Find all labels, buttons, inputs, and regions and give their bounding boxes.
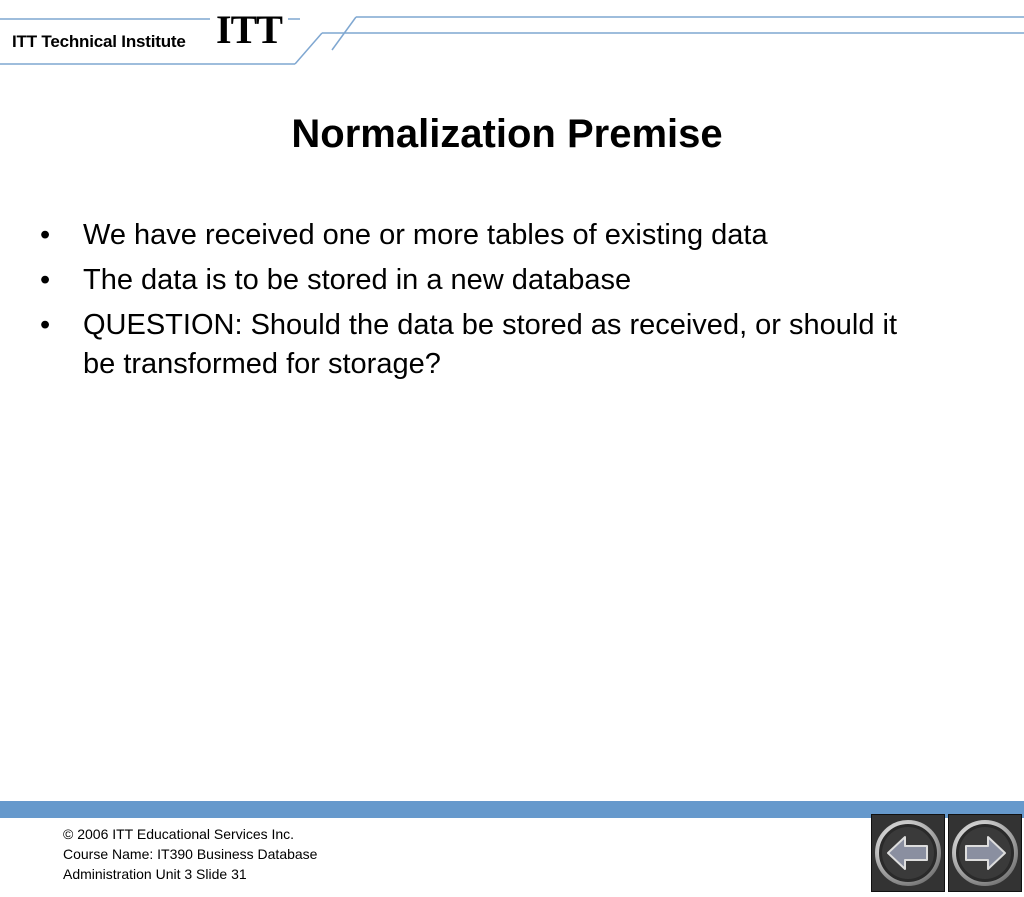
bullet-dot: • bbox=[40, 219, 51, 251]
right-arrow-icon bbox=[949, 815, 1021, 891]
copyright-line: © 2006 ITT Educational Services Inc. bbox=[63, 826, 295, 842]
slide-title: Normalization Premise bbox=[291, 112, 723, 156]
bullet-dot: • bbox=[40, 264, 51, 296]
unit-slide-line: Administration Unit 3 Slide 31 bbox=[63, 866, 247, 882]
next-slide-button[interactable] bbox=[948, 814, 1022, 892]
brand-name: ITT Technical Institute bbox=[12, 32, 186, 51]
course-name-line: Course Name: IT390 Business Database bbox=[63, 846, 318, 862]
bullet-item bbox=[0, 216, 900, 255]
bullet-item bbox=[0, 261, 900, 300]
bullet-text: The data is to be stored in a new database bbox=[83, 264, 632, 296]
footer-text bbox=[63, 824, 317, 884]
bullet-list bbox=[0, 216, 900, 390]
bullet-item bbox=[0, 306, 900, 384]
bullet-text: We have received one or more tables of existing data bbox=[83, 219, 768, 251]
previous-slide-button[interactable] bbox=[871, 814, 945, 892]
left-arrow-icon bbox=[872, 815, 944, 891]
bullet-dot: • bbox=[40, 309, 51, 341]
itt-logo: ITT bbox=[216, 7, 282, 52]
bullet-text: QUESTION: Should the data be stored as received, or should it be transformed for storage? bbox=[83, 309, 898, 380]
